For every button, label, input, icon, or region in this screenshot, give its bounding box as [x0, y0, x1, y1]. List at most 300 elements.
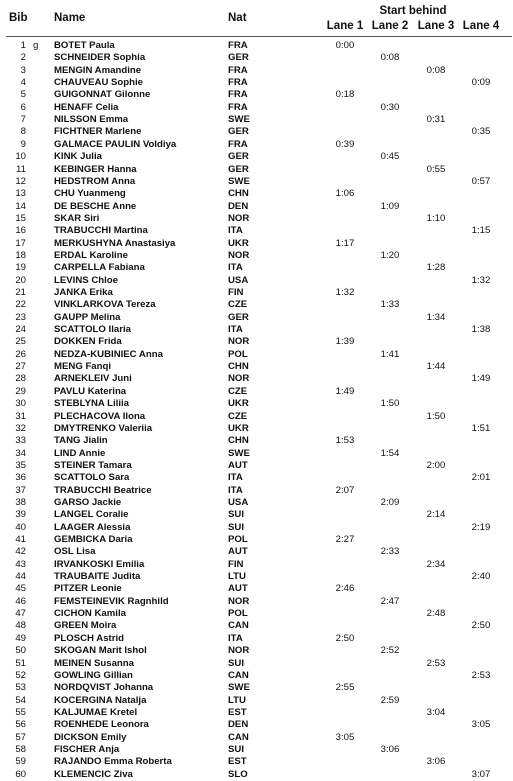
- table-row: [0, 373, 513, 385]
- nation-cell: CHN: [228, 361, 249, 373]
- name-cell: DOKKEN Frida: [54, 336, 122, 348]
- name-cell: FISCHER Anja: [54, 743, 120, 755]
- name-cell: ERDAL Karoline: [54, 249, 128, 261]
- name-cell: GAUPP Melina: [54, 311, 121, 323]
- name-cell: KEBINGER Hanna: [54, 163, 137, 175]
- name-cell: KLEMENCIC Ziva: [54, 768, 133, 780]
- name-cell: MENGIN Amandine: [54, 64, 142, 76]
- table-row: [0, 633, 513, 645]
- table-row: [0, 361, 513, 373]
- table-row: [0, 596, 513, 608]
- lane-4-time-cell: 2:50: [471, 620, 491, 632]
- name-cell: DMYTRENKO Valeriia: [54, 422, 153, 434]
- nation-cell: LTU: [228, 571, 246, 583]
- bib-cell: 10: [15, 151, 26, 163]
- lane-1-time-cell: 1:39: [335, 336, 355, 348]
- bib-cell: 25: [15, 336, 26, 348]
- name-cell: TRABUCCHI Beatrice: [54, 484, 152, 496]
- lane-1-time-cell: 0:39: [335, 138, 355, 150]
- lane-3-time-cell: 2:00: [426, 459, 446, 471]
- bib-cell: 12: [15, 175, 26, 187]
- name-cell: GARSO Jackie: [54, 496, 122, 508]
- nation-cell: FRA: [228, 77, 248, 89]
- nation-cell: GER: [228, 151, 249, 163]
- table-row: [0, 299, 513, 311]
- bib-cell: 49: [15, 632, 26, 644]
- col-header-name: Name: [54, 12, 86, 24]
- table-row: [0, 485, 513, 497]
- nation-cell: EST: [228, 756, 247, 768]
- table-row: [0, 89, 513, 101]
- name-cell: KOCERGINA Natalja: [54, 694, 147, 706]
- bib-cell: 13: [15, 188, 26, 200]
- table-row: [0, 188, 513, 200]
- nation-cell: POL: [228, 348, 248, 360]
- lane-1-time-cell: 0:18: [335, 89, 355, 101]
- group-cell: g: [33, 40, 39, 51]
- name-cell: FEMSTEINEVIK Ragnhild: [54, 595, 169, 607]
- lane-1-time-cell: 1:53: [335, 435, 355, 447]
- bib-cell: 47: [15, 608, 26, 620]
- lane-1-time-cell: 2:27: [335, 534, 355, 545]
- lane-3-time-cell: 1:34: [426, 311, 446, 323]
- bib-cell: 57: [15, 731, 26, 743]
- table-row: [0, 114, 513, 126]
- table-row: [0, 583, 513, 595]
- table-row: [0, 250, 513, 262]
- nation-cell: UKR: [228, 237, 249, 249]
- lane-1-time-cell: 1:06: [335, 188, 355, 200]
- table-row: [0, 682, 513, 694]
- bib-cell: 26: [15, 348, 26, 360]
- lane-2-time-cell: 1:41: [380, 348, 400, 360]
- table-row: [0, 411, 513, 423]
- nation-cell: ITA: [228, 324, 243, 336]
- lane-2-time-cell: 0:08: [380, 52, 400, 64]
- lane-3-time-cell: 3:06: [426, 756, 446, 768]
- lane-4-time-cell: 3:07: [471, 768, 491, 780]
- bib-cell: 53: [15, 682, 26, 694]
- name-cell: KALJUMAE Kretel: [54, 706, 138, 718]
- col-header-nat: Nat: [228, 12, 247, 24]
- nation-cell: DEN: [228, 719, 249, 731]
- bib-cell: 51: [15, 657, 26, 669]
- lane-3-time-cell: 3:04: [426, 706, 446, 718]
- nation-cell: FIN: [228, 558, 244, 570]
- table-row: [0, 65, 513, 77]
- name-cell: PAVLU Katerina: [54, 385, 127, 397]
- name-cell: BOTET Paula: [54, 40, 115, 51]
- nation-cell: ITA: [228, 632, 243, 644]
- table-row: [0, 472, 513, 484]
- bib-cell: 27: [15, 361, 26, 373]
- bib-cell: 19: [15, 262, 26, 274]
- nation-cell: NOR: [228, 595, 250, 607]
- bib-cell: 7: [20, 114, 26, 126]
- lane-3-time-cell: 1:28: [426, 262, 446, 274]
- table-row: [0, 756, 513, 768]
- lane-2-time-cell: 2:59: [380, 694, 400, 706]
- nation-cell: EST: [228, 706, 247, 718]
- table-row: [0, 559, 513, 571]
- name-cell: IRVANKOSKI Emilia: [54, 558, 145, 570]
- bib-cell: 40: [15, 521, 26, 533]
- lane-4-time-cell: 0:35: [471, 126, 491, 138]
- lane-4-time-cell: 2:01: [471, 472, 491, 484]
- bib-cell: 31: [15, 410, 26, 422]
- nation-cell: SLO: [228, 768, 248, 780]
- table-row: [0, 238, 513, 250]
- name-cell: CHAUVEAU Sophie: [54, 77, 144, 89]
- bib-cell: 46: [15, 595, 26, 607]
- name-cell: STEINER Tamara: [54, 459, 132, 471]
- nation-cell: NOR: [228, 336, 250, 348]
- nation-cell: CAN: [228, 731, 249, 743]
- lane-3-time-cell: 1:10: [426, 212, 446, 224]
- nation-cell: GER: [228, 126, 249, 138]
- table-row: [0, 40, 513, 52]
- name-cell: PLOSCH Astrid: [54, 632, 125, 644]
- nation-cell: USA: [228, 274, 249, 286]
- lane-3-time-cell: 2:34: [426, 558, 446, 570]
- nation-cell: AUT: [228, 583, 248, 595]
- lane-4-time-cell: 0:57: [471, 175, 491, 187]
- table-row: [0, 176, 513, 188]
- header-divider: [6, 36, 512, 37]
- name-cell: GREEN Moira: [54, 620, 117, 632]
- name-cell: DE BESCHE Anne: [54, 200, 137, 212]
- table-row: [0, 262, 513, 274]
- bib-cell: 45: [15, 583, 26, 595]
- name-cell: NEDZA-KUBINIEC Anna: [54, 348, 163, 360]
- col-header-lane3: Lane 3: [417, 20, 455, 32]
- table-row: [0, 287, 513, 299]
- bib-cell: 17: [15, 237, 26, 249]
- lane-4-time-cell: 1:38: [471, 324, 491, 336]
- name-cell: SCATTOLO Sara: [54, 472, 130, 484]
- nation-cell: GER: [228, 163, 249, 175]
- name-cell: GEMBICKA Daria: [54, 534, 133, 545]
- lane-1-time-cell: 2:55: [335, 682, 355, 694]
- table-row: [0, 312, 513, 324]
- bib-cell: 56: [15, 719, 26, 731]
- nation-cell: FRA: [228, 40, 248, 51]
- name-cell: CICHON Kamila: [54, 608, 126, 620]
- nation-cell: ITA: [228, 484, 243, 496]
- table-row: [0, 546, 513, 558]
- name-cell: SKOGAN Marit Ishol: [54, 645, 147, 657]
- bib-cell: 1: [20, 40, 26, 51]
- nation-cell: FIN: [228, 287, 244, 298]
- table-row: [0, 225, 513, 237]
- name-cell: ARNEKLEIV Juni: [54, 373, 132, 385]
- bib-cell: 39: [15, 509, 26, 521]
- nation-cell: FRA: [228, 101, 248, 113]
- name-cell: MENG Fanqi: [54, 361, 112, 373]
- nation-cell: SUI: [228, 521, 244, 533]
- table-row: [0, 534, 513, 546]
- table-row: [0, 139, 513, 151]
- lane-4-time-cell: 1:51: [471, 422, 491, 434]
- lane-4-time-cell: 2:53: [471, 669, 491, 681]
- nation-cell: FRA: [228, 64, 248, 76]
- lane-4-time-cell: 1:32: [471, 274, 491, 286]
- lane-3-time-cell: 0:55: [426, 163, 446, 175]
- name-cell: TRAUBAITE Judita: [54, 571, 141, 583]
- bib-cell: 34: [15, 447, 26, 459]
- nation-cell: GER: [228, 52, 249, 64]
- nation-cell: UKR: [228, 398, 249, 410]
- bib-cell: 16: [15, 225, 26, 237]
- table-row: [0, 658, 513, 670]
- name-cell: LEVINS Chloe: [54, 274, 118, 286]
- lane-3-time-cell: 0:31: [426, 114, 446, 126]
- name-cell: MEINEN Susanna: [54, 657, 134, 669]
- lane-3-time-cell: 1:50: [426, 410, 446, 422]
- lane-1-time-cell: 1:17: [335, 237, 355, 249]
- bib-cell: 2: [20, 52, 26, 64]
- bib-cell: 9: [20, 138, 26, 150]
- lane-2-time-cell: 0:30: [380, 101, 400, 113]
- table-row: [0, 695, 513, 707]
- name-cell: SCHNEIDER Sophia: [54, 52, 146, 64]
- bib-cell: 14: [15, 200, 26, 212]
- nation-cell: UKR: [228, 422, 249, 434]
- nation-cell: NOR: [228, 249, 250, 261]
- table-row: [0, 509, 513, 521]
- lane-2-time-cell: 0:45: [380, 151, 400, 163]
- table-row: [0, 620, 513, 632]
- name-cell: VINKLARKOVA Tereza: [54, 299, 156, 311]
- nation-cell: ITA: [228, 225, 243, 237]
- name-cell: LANGEL Coralie: [54, 509, 129, 521]
- nation-cell: POL: [228, 534, 248, 545]
- bib-cell: 38: [15, 496, 26, 508]
- name-cell: SCATTOLO Ilaria: [54, 324, 131, 336]
- bib-cell: 8: [20, 126, 26, 138]
- table-row: [0, 398, 513, 410]
- nation-cell: SWE: [228, 114, 250, 126]
- bib-cell: 59: [15, 756, 26, 768]
- lane-3-time-cell: 0:08: [426, 64, 446, 76]
- table-row: [0, 151, 513, 163]
- nation-cell: NOR: [228, 645, 250, 657]
- bib-cell: 42: [15, 546, 26, 558]
- table-row: [0, 707, 513, 719]
- nation-cell: ITA: [228, 472, 243, 484]
- bib-cell: 28: [15, 373, 26, 385]
- name-cell: STEBLYNA Liliia: [54, 398, 129, 410]
- name-cell: HENAFF Celia: [54, 101, 119, 113]
- lane-2-time-cell: 2:09: [380, 496, 400, 508]
- nation-cell: FRA: [228, 89, 248, 101]
- name-cell: GALMACE PAULIN Voldiya: [54, 138, 177, 150]
- nation-cell: POL: [228, 608, 248, 620]
- lane-1-time-cell: 2:46: [335, 583, 355, 595]
- table-row: [0, 336, 513, 348]
- nation-cell: GER: [228, 311, 249, 323]
- bib-cell: 33: [15, 435, 26, 447]
- name-cell: FICHTNER Marlene: [54, 126, 142, 138]
- bib-cell: 50: [15, 645, 26, 657]
- nation-cell: USA: [228, 496, 249, 508]
- col-header-lane1: Lane 1: [326, 20, 364, 32]
- table-row: [0, 435, 513, 447]
- bib-cell: 18: [15, 249, 26, 261]
- name-cell: LIND Annie: [54, 447, 106, 459]
- table-row: [0, 732, 513, 744]
- nation-cell: CAN: [228, 669, 249, 681]
- bib-cell: 48: [15, 620, 26, 632]
- lane-1-time-cell: 3:05: [335, 731, 355, 743]
- bib-cell: 11: [16, 163, 26, 175]
- lane-4-time-cell: 3:05: [471, 719, 491, 731]
- col-header-lane4: Lane 4: [462, 20, 500, 32]
- nation-cell: CHN: [228, 188, 249, 200]
- table-row: [0, 423, 513, 435]
- name-cell: ROENHEDE Leonora: [54, 719, 149, 731]
- bib-cell: 29: [15, 385, 26, 397]
- name-cell: CHU Yuanmeng: [54, 188, 126, 200]
- nation-cell: CZE: [228, 299, 248, 311]
- name-cell: GUIGONNAT Gilonne: [54, 89, 151, 101]
- name-cell: NORDQVIST Johanna: [54, 682, 154, 694]
- lane-1-time-cell: 1:49: [335, 385, 355, 397]
- name-cell: CARPELLA Fabiana: [54, 262, 145, 274]
- lane-2-time-cell: 2:52: [380, 645, 400, 657]
- nation-cell: SWE: [228, 447, 250, 459]
- lane-2-time-cell: 1:54: [380, 447, 400, 459]
- lane-4-time-cell: 0:09: [471, 77, 491, 89]
- bib-cell: 36: [15, 472, 26, 484]
- table-row: [0, 201, 513, 213]
- nation-cell: DEN: [228, 200, 249, 212]
- bib-cell: 41: [15, 534, 26, 545]
- table-row: [0, 497, 513, 509]
- nation-cell: SUI: [228, 743, 244, 755]
- name-cell: DICKSON Emily: [54, 731, 127, 743]
- nation-cell: AUT: [228, 546, 248, 558]
- bib-cell: 24: [15, 324, 26, 336]
- bib-cell: 54: [15, 694, 26, 706]
- nation-cell: ITA: [228, 262, 243, 274]
- lane-2-time-cell: 2:47: [380, 595, 400, 607]
- bib-cell: 6: [20, 101, 26, 113]
- lane-2-time-cell: 3:06: [380, 743, 400, 755]
- nation-cell: NOR: [228, 373, 250, 385]
- nation-cell: NOR: [228, 212, 250, 224]
- lane-2-time-cell: 1:09: [380, 200, 400, 212]
- lane-1-time-cell: 0:00: [335, 40, 355, 51]
- nation-cell: SUI: [228, 657, 244, 669]
- table-row: [0, 324, 513, 336]
- lane-1-time-cell: 2:50: [335, 632, 355, 644]
- name-cell: PITZER Leonie: [54, 583, 122, 595]
- lane-3-time-cell: 2:53: [426, 657, 446, 669]
- lane-1-time-cell: 1:32: [335, 287, 355, 298]
- bib-cell: 35: [15, 459, 26, 471]
- bib-cell: 55: [15, 706, 26, 718]
- name-cell: JANKA Erika: [54, 287, 113, 298]
- name-cell: HEDSTROM Anna: [54, 175, 136, 187]
- name-cell: PLECHACOVA Ilona: [54, 410, 146, 422]
- table-row: [0, 719, 513, 731]
- name-cell: MERKUSHYNA Anastasiya: [54, 237, 176, 249]
- bib-cell: 21: [15, 287, 26, 298]
- table-row: [0, 386, 513, 398]
- lane-2-time-cell: 1:20: [380, 249, 400, 261]
- lane-4-time-cell: 1:49: [471, 373, 491, 385]
- name-cell: OSL Lisa: [54, 546, 96, 558]
- bib-cell: 20: [15, 274, 26, 286]
- lane-3-time-cell: 2:48: [426, 608, 446, 620]
- table-row: [0, 275, 513, 287]
- table-row: [0, 102, 513, 114]
- name-cell: KINK Julia: [54, 151, 102, 163]
- name-cell: LAAGER Alessia: [54, 521, 131, 533]
- table-row: [0, 77, 513, 89]
- nation-cell: AUT: [228, 459, 248, 471]
- nation-cell: CZE: [228, 385, 248, 397]
- bib-cell: 44: [15, 571, 26, 583]
- table-row: [0, 769, 513, 781]
- nation-cell: FRA: [228, 138, 248, 150]
- lane-2-time-cell: 1:33: [380, 299, 400, 311]
- nation-cell: SUI: [228, 509, 244, 521]
- name-cell: NILSSON Emma: [54, 114, 129, 126]
- nation-cell: CAN: [228, 620, 249, 632]
- bib-cell: 52: [15, 669, 26, 681]
- table-row: [0, 213, 513, 225]
- name-cell: TANG Jialin: [54, 435, 108, 447]
- lane-2-time-cell: 1:50: [380, 398, 400, 410]
- col-header-lane2: Lane 2: [371, 20, 409, 32]
- bib-cell: 30: [15, 398, 26, 410]
- table-row: [0, 670, 513, 682]
- lane-3-time-cell: 1:44: [426, 361, 446, 373]
- table-row: [0, 349, 513, 361]
- lane-3-time-cell: 2:14: [426, 509, 446, 521]
- bib-cell: 22: [15, 299, 26, 311]
- lane-4-time-cell: 2:40: [471, 571, 491, 583]
- table-row: [0, 608, 513, 620]
- name-cell: TRABUCCHI Martina: [54, 225, 148, 237]
- col-header-start-behind: Start behind: [379, 5, 447, 17]
- bib-cell: 15: [15, 212, 26, 224]
- table-row: [0, 460, 513, 472]
- col-header-bib: Bib: [9, 12, 28, 24]
- bib-cell: 3: [20, 64, 26, 76]
- table-row: [0, 164, 513, 176]
- table-row: [0, 571, 513, 583]
- bib-cell: 4: [20, 77, 26, 89]
- name-cell: SKAR Siri: [54, 212, 100, 224]
- nation-cell: LTU: [228, 694, 246, 706]
- table-row: [0, 448, 513, 460]
- name-cell: GOWLING Gillian: [54, 669, 133, 681]
- lane-1-time-cell: 2:07: [335, 484, 355, 496]
- nation-cell: SWE: [228, 175, 250, 187]
- table-row: [0, 126, 513, 138]
- nation-cell: CZE: [228, 410, 248, 422]
- table-row: [0, 522, 513, 534]
- name-cell: RAJANDO Emma Roberta: [54, 756, 172, 768]
- nation-cell: CHN: [228, 435, 249, 447]
- lane-4-time-cell: 1:15: [471, 225, 491, 237]
- bib-cell: 60: [15, 768, 26, 780]
- table-row: [0, 744, 513, 756]
- nation-cell: SWE: [228, 682, 250, 694]
